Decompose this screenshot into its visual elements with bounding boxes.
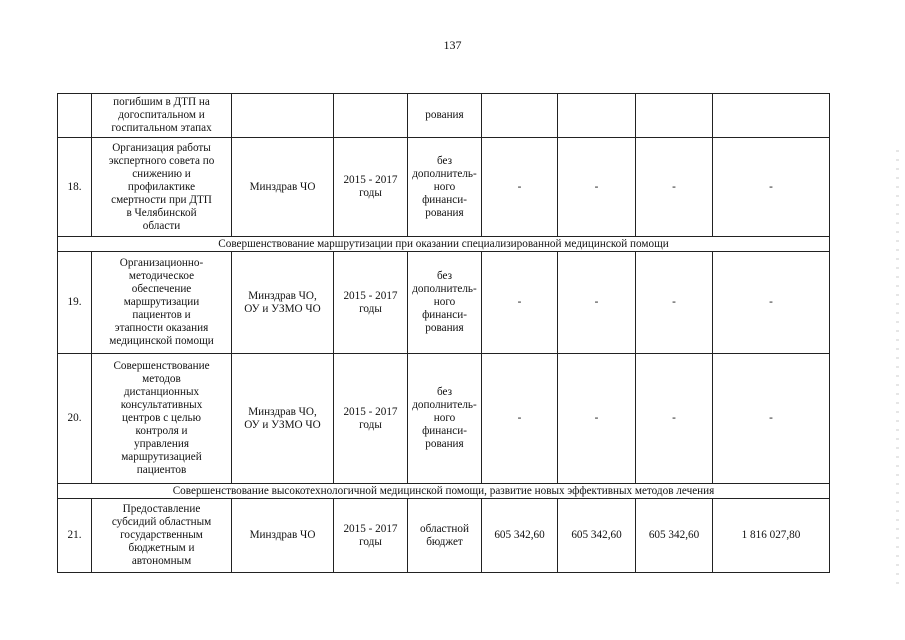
financing-source: областной бюджет [408,499,482,573]
value-2017: - [636,138,713,237]
value-2017: - [636,354,713,484]
financing-source: рования [408,94,482,138]
value-2016: - [558,252,636,354]
value-2015: - [482,138,558,237]
value-2017: 605 342,60 [636,499,713,573]
executor [232,94,334,138]
section-header-row [58,484,830,499]
executor: Минздрав ЧО, ОУ и УЗМО ЧО [232,354,334,484]
value-2015 [482,94,558,138]
executor: Минздрав ЧО [232,499,334,573]
value-total [713,94,830,138]
section-title: Совершенствование маршрутизации при оказании специализированной медицинской помощи [58,237,830,252]
section-header-row [58,237,830,252]
scan-margin-artifact [896,150,899,590]
row-number: 18. [58,138,92,237]
financing-source: без дополнитель- ного финанси- рования [408,252,482,354]
row-number: 21. [58,499,92,573]
value-2016: - [558,354,636,484]
measure-name: Организационно- методическое обеспечение маршрутизации пациентов и этапности оказания медицинской помощи [92,252,232,354]
period: 2015 - 2017 годы [334,252,408,354]
value-total: - [713,138,830,237]
value-2017 [636,94,713,138]
page-number: 137 [443,38,462,52]
measure-name: Организация работы экспертного совета по снижению и профилактике смертности при ДТП в Челябинской области [92,138,232,237]
measure-name: Предоставление субсидий областным государственным бюджетным и автономным [92,499,232,573]
period: 2015 - 2017 годы [334,499,408,573]
measure-name: Совершенствование методов дистанционных консультативных центров с целью контроля и управления маршрутизацией пациентов [92,354,232,484]
table-row [58,499,830,573]
period: 2015 - 2017 годы [334,354,408,484]
row-number [58,94,92,138]
row-number: 20. [58,354,92,484]
row-number: 19. [58,252,92,354]
value-2016 [558,94,636,138]
financing-source: без дополнитель- ного финанси- рования [408,138,482,237]
section-title: Совершенствование высокотехнологичной медицинской помощи, развитие новых эффективных методов лечения [58,484,830,499]
value-2015: - [482,252,558,354]
table-row [58,354,830,484]
period [334,94,408,138]
value-2016: - [558,138,636,237]
value-2015: - [482,354,558,484]
value-total: 1 816 027,80 [713,499,830,573]
table-row [58,138,830,237]
value-2015: 605 342,60 [482,499,558,573]
program-table [57,93,830,573]
value-total: - [713,252,830,354]
executor: Минздрав ЧО [232,138,334,237]
executor: Минздрав ЧО, ОУ и УЗМО ЧО [232,252,334,354]
financing-source: без дополнитель- ного финанси- рования [408,354,482,484]
table-row [58,252,830,354]
table-row [58,94,830,138]
value-2016: 605 342,60 [558,499,636,573]
measure-name: погибшим в ДТП на догоспитальном и госпитальном этапах [92,94,232,138]
value-2017: - [636,252,713,354]
period: 2015 - 2017 годы [334,138,408,237]
value-total: - [713,354,830,484]
